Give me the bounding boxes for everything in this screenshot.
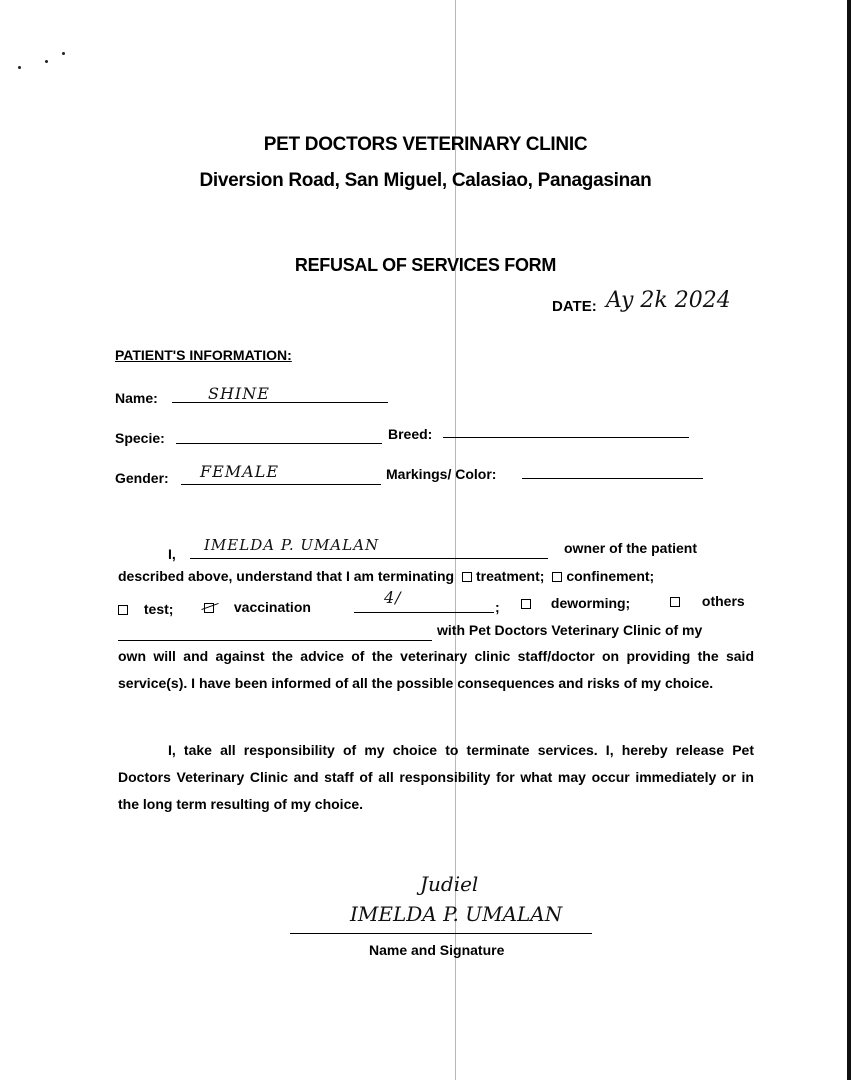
specie-label: Specie: bbox=[115, 430, 165, 446]
deworming-checkbox[interactable] bbox=[521, 599, 531, 609]
vaccination-option: vaccination bbox=[233, 599, 311, 615]
deworming-row bbox=[521, 595, 630, 611]
patient-section-title: PATIENT'S INFORMATION: bbox=[115, 347, 292, 363]
signature-mark: Judiel bbox=[420, 872, 479, 896]
release-paragraph: I, take all responsibility of my choice to terminate services. I, hereby release Pet Doctors Veterinary Clinic and staff of all responsibility for what may occur immediately or in the long term resulting of my choice. bbox=[118, 742, 754, 812]
signature-line bbox=[290, 933, 592, 934]
breed-label: Breed: bbox=[388, 426, 433, 442]
others-row bbox=[670, 593, 745, 609]
confinement-checkbox[interactable] bbox=[552, 572, 562, 582]
gender-value: FEMALE bbox=[200, 462, 280, 481]
test-row bbox=[118, 601, 173, 617]
scan-edge bbox=[847, 0, 851, 1080]
terminating-line bbox=[118, 568, 754, 584]
gender-field-line bbox=[181, 484, 381, 485]
signature-label: Name and Signature bbox=[369, 942, 505, 958]
with-clinic-text: with Pet Doctors Veterinary Clinic of my bbox=[437, 622, 703, 638]
owner-field-line bbox=[190, 558, 548, 559]
scan-speck bbox=[18, 66, 21, 69]
treatment-option: treatment; bbox=[475, 568, 545, 584]
name-field-line bbox=[172, 402, 388, 403]
name-value: SHINE bbox=[208, 384, 270, 403]
deworming-option: deworming; bbox=[550, 595, 631, 611]
clinic-address: Diversion Road, San Miguel, Calasiao, Panagasinan bbox=[199, 170, 652, 191]
vaccination-field-line bbox=[354, 612, 494, 613]
markings-field-line bbox=[522, 478, 703, 479]
others-option: others bbox=[701, 593, 745, 609]
vaccination-row bbox=[204, 599, 311, 615]
test-checkbox[interactable] bbox=[118, 605, 128, 615]
breed-field-line bbox=[443, 437, 689, 438]
confinement-option: confinement; bbox=[566, 568, 655, 584]
others-checkbox[interactable] bbox=[670, 597, 680, 607]
terminating-text: described above, understand that I am terminating bbox=[118, 568, 455, 584]
date-value: Ay 2k 2024 bbox=[606, 288, 731, 313]
vaccination-value: 4/ bbox=[384, 588, 402, 607]
vaccination-checkbox[interactable] bbox=[204, 603, 214, 613]
owner-suffix: owner of the patient bbox=[564, 540, 697, 556]
scan-speck bbox=[62, 52, 65, 55]
consent-paragraph: own will and against the advice of the veterinary clinic staff/doctor on providing the said service(s). I have been informed of all the possible consequences and risks of my choice. bbox=[118, 648, 754, 691]
test-option: test; bbox=[143, 601, 174, 617]
date-label: DATE: bbox=[552, 298, 597, 315]
signature-name: IMELDA P. UMALAN bbox=[350, 902, 563, 926]
semicolon-text: ; bbox=[495, 599, 500, 615]
specie-field-line bbox=[176, 443, 382, 444]
form-title: REFUSAL OF SERVICES FORM bbox=[294, 255, 557, 275]
name-label: Name: bbox=[115, 390, 158, 406]
others-field-line bbox=[118, 640, 432, 641]
clinic-name: PET DOCTORS VETERINARY CLINIC bbox=[263, 134, 588, 155]
markings-label: Markings/ Color: bbox=[386, 466, 497, 482]
gender-label: Gender: bbox=[115, 470, 169, 486]
scan-speck bbox=[45, 60, 48, 63]
treatment-checkbox[interactable] bbox=[462, 572, 472, 582]
owner-value: IMELDA P. UMALAN bbox=[204, 536, 380, 554]
owner-prefix: I, bbox=[168, 546, 176, 562]
